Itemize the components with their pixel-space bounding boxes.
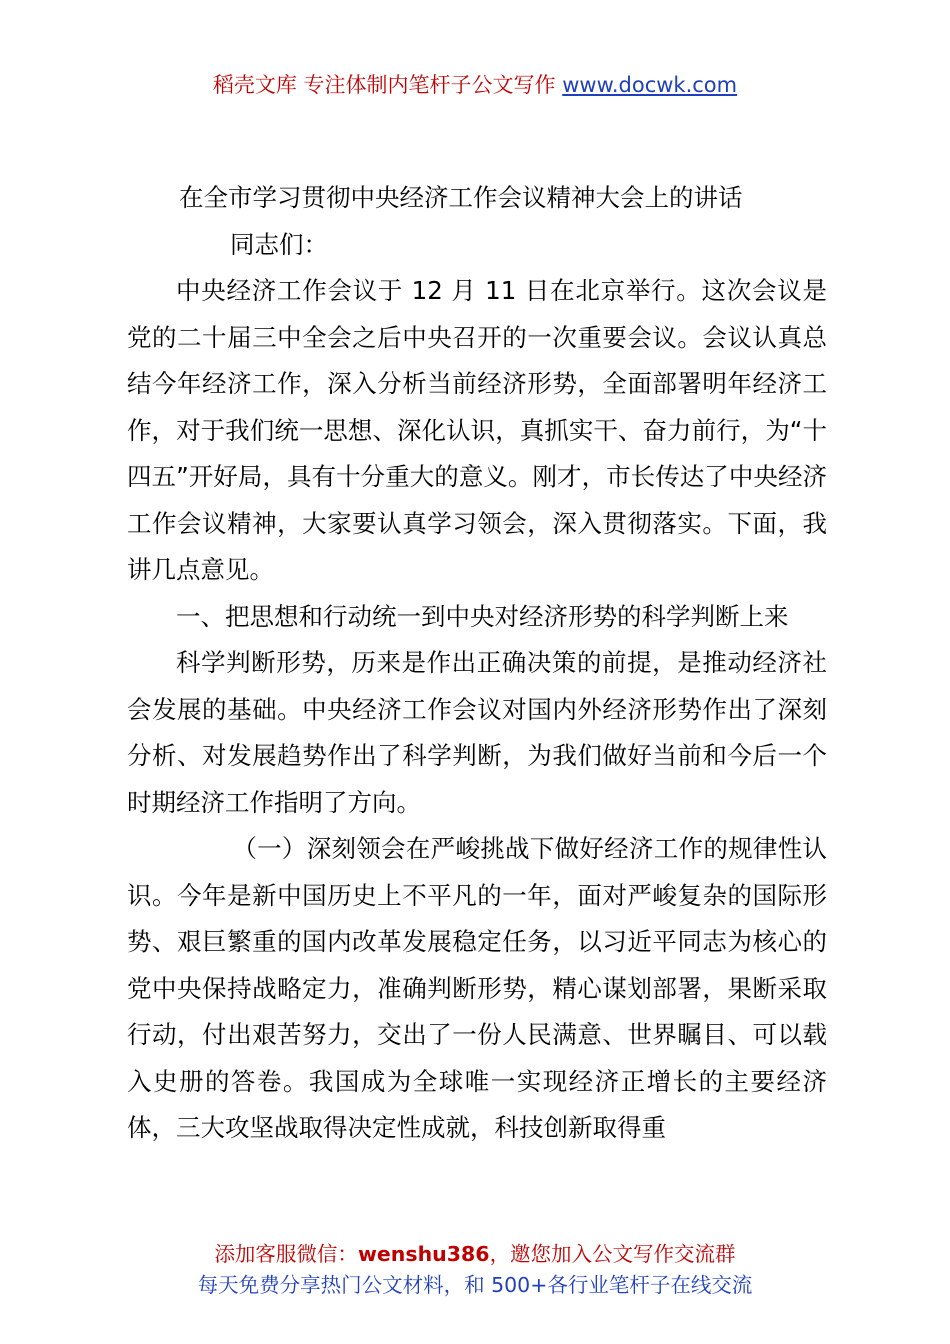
paragraph: 中央经济工作会议于 12 月 11 日在北京举行。这次会议是党的二十届三中全会之后中央召开的一次重要会议。会议认真总结今年经济工作，深入分析当前经济形势，全面部署明年经济工作，对于我们统一思想、深化认识，真抓实干、奋力前行，为“十四五”开好局，具有十分重大的意义。刚才，市长传达了中央经济工作会议精神，大家要认真学习领会，深入贯彻落实。下面，我讲几点意见。 (127, 276, 827, 584)
wechat-id: wenshu386 (357, 1242, 490, 1266)
header-url-link[interactable]: www.docwk.com (562, 73, 738, 97)
page-header (0, 70, 950, 100)
document-body (127, 175, 827, 1152)
footer-contact-suffix: ，邀您加入公文写作交流群 (489, 1242, 736, 1266)
page-footer (0, 1239, 950, 1301)
footer-contact-prefix: 添加客服微信： (214, 1242, 358, 1266)
footer-contact-line (0, 1239, 950, 1270)
footer-promo-line: 每天免费分享热门公文材料，和 500+各行业笔杆子在线交流 (197, 1273, 753, 1297)
header-brand: 稻壳文库 专注体制内笔杆子公文写作 (212, 73, 556, 97)
sub-section-paragraph: （一）深刻领会在严峻挑战下做好经济工作的规律性认识。今年是新中国历史上不平凡的一年，面对严峻复杂的国际形势、艰巨繁重的国内改革发展稳定任务，以习近平同志为核心的党中央保持战略定力，准确判断形势，精心谋划部署，果断采取行动，付出艰苦努力，交出了一份人民满意、世界瞩目、可以载入史册的答卷。我国成为全球唯一实现经济正增长的主要经济体，三大攻坚战取得决定性成就，科技创新取得重 (127, 834, 827, 1142)
salutation: 同志们： (230, 229, 328, 259)
paragraph: 科学判断形势，历来是作出正确决策的前提，是推动经济社会发展的基础。中央经济工作会议对国内外经济形势作出了深刻分析、对发展趋势作出了科学判断，为我们做好当前和今后一个时期经济工作指明了方向。 (127, 648, 827, 817)
document-title: 在全市学习贯彻中央经济工作会议精神大会上的讲话 (179, 183, 743, 212)
section-heading: 一、把思想和行动统一到中央对经济形势的科学判断上来 (176, 601, 789, 631)
